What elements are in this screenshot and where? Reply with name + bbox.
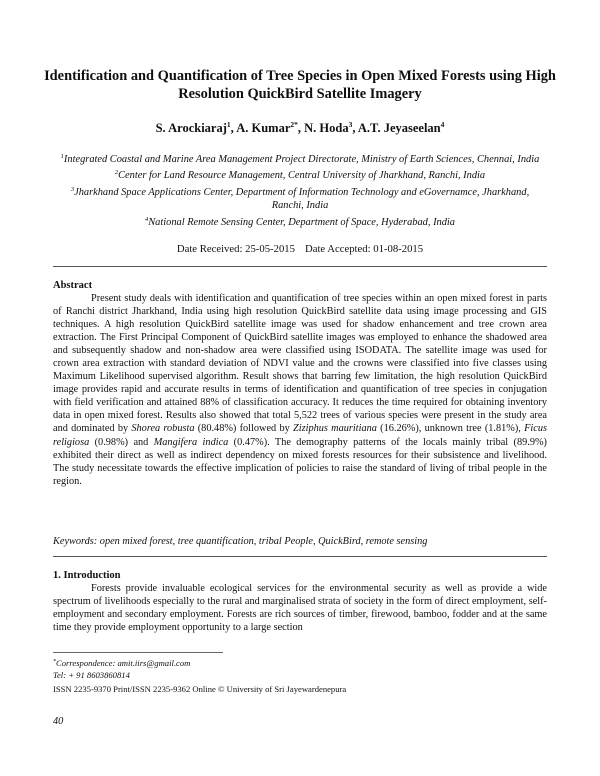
abstract-heading: Abstract <box>53 280 93 291</box>
author: N. Hoda$^3$ <box>304 120 353 135</box>
author: S. Arockiaraj$^1$ <box>155 120 231 135</box>
author-list: S. Arockiaraj$^1$, A. Kumar$^{2*}$, N. Hoda$^3$, A.T. Jeyaseelan$^4$ <box>155 120 445 135</box>
affiliation: $^1$Integrated Coastal and Marine Area Management Project Directorate, Ministry of Earth Sciences, Chennai, India <box>60 153 540 165</box>
divider-bottom <box>53 556 547 557</box>
section-heading-introduction: 1. Introduction <box>53 570 121 581</box>
footnote-issn: ISSN 2235-9370 Print/ISSN 2235-9362 Online © University of Sri Jayewardenepura <box>53 684 347 694</box>
divider-top <box>53 266 547 267</box>
dates-line <box>40 243 560 255</box>
footnote-correspondence: *Correspondence: amit.iirs@gmail.com <box>53 658 191 668</box>
keywords: Keywords: open mixed forest, tree quantification, tribal People, QuickBird, remote sensing <box>53 536 428 547</box>
affiliation: $^4$National Remote Sensing Center, Department of Space, Hyderabad, India <box>144 215 455 228</box>
footnote-divider <box>53 652 223 653</box>
author: A. Kumar$^{2*}$ <box>236 120 298 135</box>
affiliation: $^2$Center for Land Resource Management, Central University of Jharkhand, Ranchi, India <box>114 169 486 182</box>
date-accepted: Date Accepted: 01-08-2015 <box>305 243 424 255</box>
paper-title: Identification and Quantification of Tree Species in Open Mixed Forests using High Resolution QuickBird Satellite Imagery <box>44 68 556 102</box>
introduction-text: Forests provide invaluable ecological services for the environmental security as well as provide a wide spectrum of livelihoods especially to the rural and marginalised strata of society in the form of direct employment, self-employment and secondary employment. Forests are rich sources of timber, firewood, bamboo, fodder and at the same time they provide employment opportunity to a large section <box>53 583 547 634</box>
footnote-telephone: Tel: + 91 8603860814 <box>53 670 130 680</box>
author: A.T. Jeyaseelan$^4$ <box>357 120 445 135</box>
page-number: 40 <box>53 716 64 727</box>
abstract-text: Present study deals with identification and quantification of tree species within an open mixed forest in parts of Ranchi district Jharkhand, India using high resolution QuickBird satellite data using image processing and GIS techniques. A high resolution QuickBird satellite image was used for shadow enhancement and tree crown area extraction. The First Principal Component of QuickBird satellite images was employed to enhance the shadowed area and subsequently shadow and non-shadow area were classified using ISODATA. The satellite image was used for crown area extraction with standard deviation of NDVI value and the crowns were classified into five classes using Maximum Likelihood supervised algorithm. Result shows that barring few limitation, the high resolution QuickBird image provides rapid and accurate results in terms of identification and quantification of tree species in conjugation with field verification and attained 88% of classification accuracy. It reduces the time required for obtaining inventory data in open mixed forest. Results also showed that total 5,522 trees of various species were present in the study area and dominated by Shorea robusta (80.48%) followed by Ziziphus mauritiana (16.26%), unknown tree (1.81%), Ficus religiosa (0.98%) and Mangifera indica (0.47%). The demography patterns of the locals mainly tribal (89.9%) exhibited their direct as well as indirect dependency on mixed forests resources for their subsistence and livelihood. The study necessitate towards the effective implication of policies to raise the standard of living of tribal people in the region. <box>53 293 547 487</box>
date-received: Date Received: 25-05-2015 <box>176 243 295 255</box>
affiliation: $^3$Jharkhand Space Applications Center, Department of Information Technology and eGovernamce, Jharkhand, Ranchi, India <box>70 185 530 212</box>
affiliation-list <box>55 150 545 229</box>
